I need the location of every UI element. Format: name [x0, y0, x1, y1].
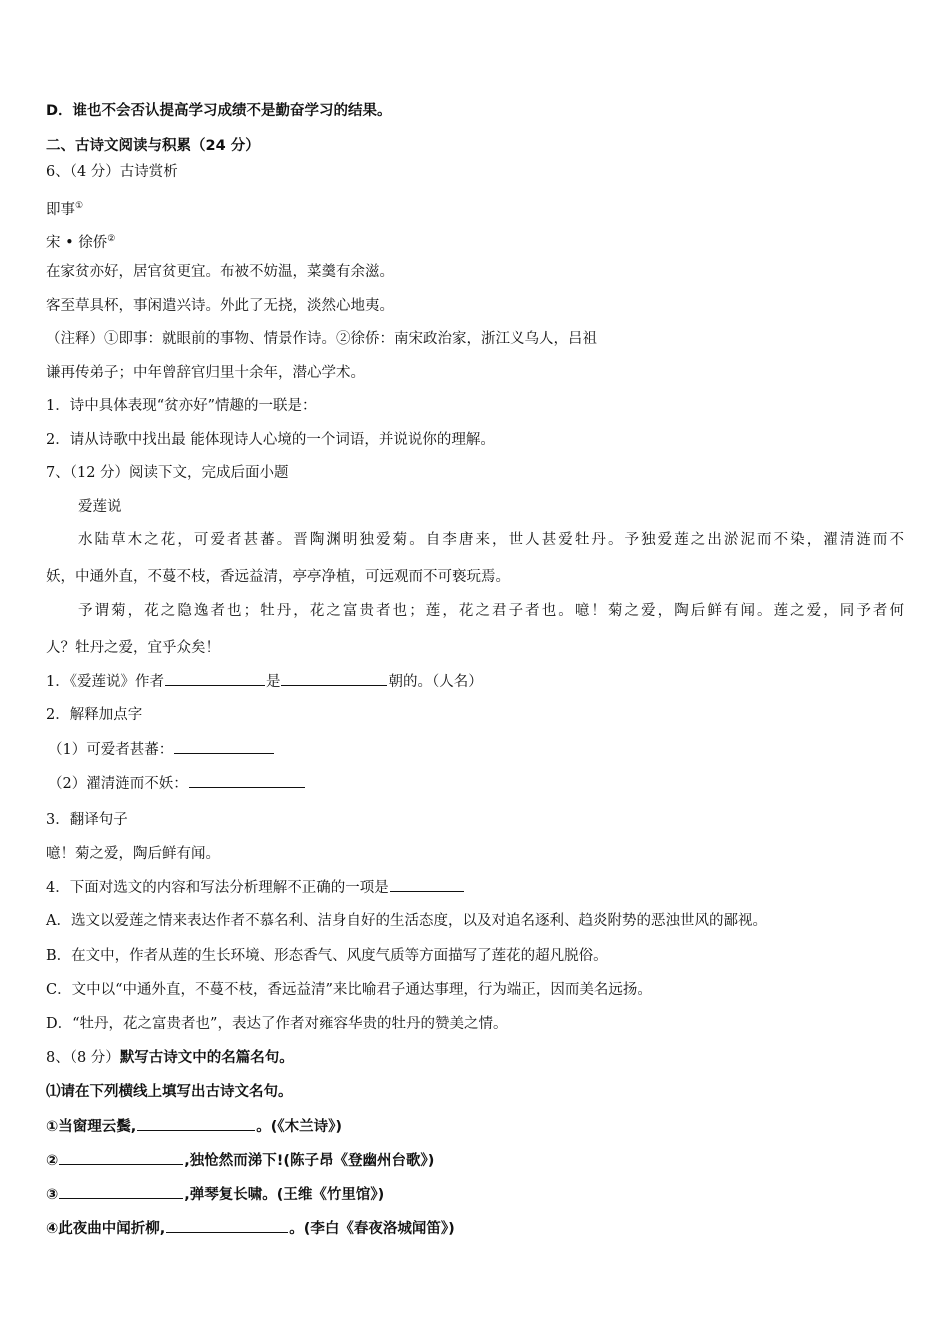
q8-item-2-suffix: ,独怆然而涕下!(陈子昂《登幽州台歌》)	[184, 1153, 435, 1169]
option-c: C．文中以“中通外直，不蔓不枝，香远益清”来比喻君子通达事理，行为端正，因而美名远扬。	[46, 982, 652, 998]
question-8-title: 默写古诗文中的名篇名句。	[119, 1050, 294, 1066]
q8-item-2-prefix: ②	[46, 1153, 59, 1169]
q8-item-1-suffix: 。(《木兰诗》)	[256, 1119, 343, 1135]
poem-line-2: 客至草具杯，事闲遣兴诗。外此了无挠，淡然心地夷。	[46, 298, 394, 314]
q7-sub-2-item-1-text: （1）可爱者甚蕃：	[48, 742, 174, 758]
annotation-line-2: 谦再传弟子；中年曾辞官归里十余年，潜心学术。	[46, 365, 365, 381]
option-b: B．在文中，作者从莲的生长环境、形态香气、风度气质等方面描写了莲花的超凡脱俗。	[46, 948, 608, 964]
q7-sub-1-prefix: 1．《爱莲说》作者	[46, 674, 164, 690]
poem-author	[46, 229, 910, 253]
q8-item-3-suffix: ,弹琴复长啸。(王维《竹里馆》)	[184, 1187, 385, 1203]
q7-sub-3-sentence: 噫！菊之爱，陶后鲜有闻。	[46, 846, 220, 862]
option-d-line: D．谁也不会否认提高学习成绩不是勤奋学习的结果。	[46, 103, 392, 119]
q8-item-1-prefix: ①当窗理云鬓,	[46, 1119, 137, 1135]
q7-sub-1-suffix: 朝的。（人名）	[388, 674, 483, 690]
note-marker-1: ①	[75, 201, 84, 211]
q7-sub-2-item-2-text: （2）濯清涟而不妖：	[48, 776, 188, 792]
q8-item-2	[46, 1150, 910, 1171]
poem-title-text: 即事	[46, 202, 75, 218]
q8-item-3	[46, 1184, 910, 1205]
poem-blank-4[interactable]	[166, 1218, 288, 1233]
q8-item-4-prefix: ④此夜曲中闻折柳,	[46, 1221, 166, 1237]
q7-sub-4	[46, 877, 910, 898]
poem-author-text: 宋 • 徐侨	[46, 235, 108, 251]
q7-sub-1	[46, 671, 910, 692]
q7-sub-4-text: 4．下面对选文的内容和写法分析理解不正确的一项是	[46, 880, 389, 896]
dynasty-blank[interactable]	[281, 671, 387, 686]
q8-item-1	[46, 1116, 910, 1137]
poem-blank-2[interactable]	[59, 1150, 183, 1165]
answer-blank-2[interactable]	[189, 773, 305, 788]
q8-instruction: ⑴请在下列横线上填写出古诗文名句。	[46, 1084, 293, 1100]
annotation-line-1: （注释）①即事：就眼前的事物、情景作诗。②徐侨：南宋政治家，浙江义乌人，吕祖	[46, 331, 597, 347]
essay-para-2-line-1: 予谓菊，花之隐逸者也；牡丹，花之富贵者也；莲，花之君子者也。噫！菊之爱，陶后鲜有闻。莲之爱，同予者何	[78, 603, 904, 619]
poem-title	[46, 196, 910, 220]
option-a: A．选文以爱莲之情来表达作者不慕名利、洁身自好的生活态度，以及对追名逐利、趋炎附势的恶浊世风的鄙视。	[46, 913, 767, 929]
q6-sub-2: 2．请从诗歌中找出最 能体现诗人心境的一个词语，并说说你的理解。	[46, 432, 495, 448]
author-blank[interactable]	[165, 671, 265, 686]
note-marker-2: ②	[107, 234, 116, 244]
answer-blank-1[interactable]	[174, 739, 274, 754]
poem-blank-3[interactable]	[59, 1184, 183, 1199]
poem-blank-1[interactable]	[137, 1116, 255, 1131]
q7-sub-2-item-2	[48, 773, 910, 794]
q6-sub-1: 1．诗中具体表现“贫亦好”情趣的一联是：	[46, 398, 317, 414]
essay-para-1-line-1: 水陆草木之花，可爱者甚蕃。晋陶渊明独爱菊。自李唐来，世人甚爱牡丹。予独爱莲之出淤泥而不染，濯清涟而不	[78, 532, 904, 548]
essay-para-1-line-2: 妖，中通外直，不蔓不枝，香远益清，亭亭净植，可远观而不可亵玩焉。	[46, 569, 510, 585]
choice-blank[interactable]	[390, 877, 464, 892]
poem-line-1: 在家贫亦好，居官贫更宜。布被不妨温，菜羹有余滋。	[46, 264, 394, 280]
question-8-number: 8、（8 分）	[46, 1050, 120, 1066]
q8-item-3-prefix: ③	[46, 1187, 59, 1203]
question-7-heading: 7、（12 分）阅读下文，完成后面小题	[46, 465, 289, 481]
section-heading: 二、古诗文阅读与积累（24 分）	[46, 138, 260, 154]
essay-title: 爱莲说	[78, 499, 122, 515]
option-d: D．“牡丹，花之富贵者也”，表达了作者对雍容华贵的牡丹的赞美之情。	[46, 1016, 508, 1032]
q7-sub-3: 3．翻译句子	[46, 812, 128, 828]
q7-sub-1-mid: 是	[265, 674, 281, 690]
q8-item-4-suffix: 。(李白《春夜洛城闻笛》)	[289, 1221, 455, 1237]
question-8-heading	[46, 1048, 910, 1068]
q7-sub-2: 2．解释加点字	[46, 707, 143, 723]
q8-item-4	[46, 1218, 910, 1239]
q7-sub-2-item-1	[48, 739, 910, 760]
essay-para-2-line-2: 人？牡丹之爱，宜乎众矣！	[46, 640, 220, 656]
question-6-heading: 6、（4 分）古诗赏析	[46, 164, 178, 180]
